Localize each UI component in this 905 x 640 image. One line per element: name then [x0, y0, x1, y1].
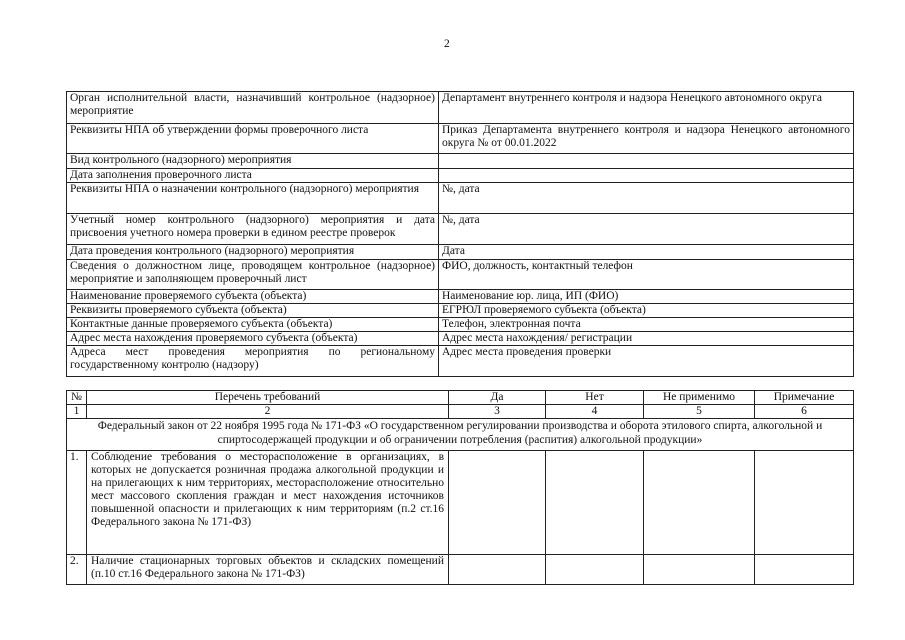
info-value: Дата — [439, 245, 854, 260]
info-row-npa-assign — [67, 183, 854, 214]
info-value: Адрес места нахождения/ регистрации — [439, 332, 854, 346]
info-row-authority — [67, 92, 854, 124]
requirement-number: 2. — [67, 555, 87, 585]
info-label: Сведения о должностном лице, проводящем контрольное (надзорное) мероприятие и заполняющем проверочный лист — [67, 260, 439, 290]
inspection-info-table — [66, 91, 854, 377]
info-row-registry-number — [67, 214, 854, 245]
answer-no-cell[interactable] — [546, 555, 644, 585]
info-value: №, дата — [439, 214, 854, 245]
info-value: ЕГРЮЛ проверяемого субъекта (объекта) — [439, 304, 854, 318]
info-row-subject-name — [67, 290, 854, 304]
info-value: ФИО, должность, контактный телефон — [439, 260, 854, 290]
header-requirements: Перечень требований — [87, 391, 449, 405]
answer-not-applicable-cell[interactable] — [644, 451, 755, 555]
header-yes: Да — [449, 391, 546, 405]
info-label: Реквизиты проверяемого субъекта (объекта) — [67, 304, 439, 318]
answer-yes-cell[interactable] — [449, 555, 546, 585]
info-value: Департамент внутреннего контроля и надзора Ненецкого автономного округа — [439, 92, 854, 124]
info-label: Адреса мест проведения мероприятия по региональному государственному контролю (надзору) — [67, 346, 439, 377]
info-row-npa-form — [67, 124, 854, 154]
column-number: 1 — [67, 405, 87, 419]
info-row-event-type — [67, 154, 854, 169]
info-row-fill-date — [67, 169, 854, 183]
info-row-subject-contacts — [67, 318, 854, 332]
info-label: Учетный номер контрольного (надзорного) мероприятия и дата присвоения учетного номера проверки в едином реестре проверок — [67, 214, 439, 245]
law-title-row — [67, 419, 854, 451]
note-cell[interactable] — [755, 451, 854, 555]
header-not-applicable: Не применимо — [644, 391, 755, 405]
info-label: Контактные данные проверяемого субъекта (объекта) — [67, 318, 439, 332]
requirement-row — [67, 555, 854, 585]
requirements-table — [66, 390, 854, 585]
answer-yes-cell[interactable] — [449, 451, 546, 555]
info-label: Реквизиты НПА об утверждении формы проверочного листа — [67, 124, 439, 154]
law-title: Федеральный закон от 22 ноября 1995 года № 171-ФЗ «О государственном регулировании производства и оборота этилового спирта, алкогольной и спиртосодержащей продукции и об ограничении потребления (распития) алкогольной продукции» — [67, 419, 854, 451]
info-label: Реквизиты НПА о назначении контрольного (надзорного) мероприятия — [67, 183, 439, 214]
requirement-text: Наличие стационарных торговых объектов и складских помещений (п.10 ст.16 Федерального закона № 171-ФЗ) — [87, 555, 449, 585]
info-label: Дата заполнения проверочного листа — [67, 169, 439, 183]
info-row-subject-details — [67, 304, 854, 318]
info-row-official — [67, 260, 854, 290]
info-row-subject-address — [67, 332, 854, 346]
info-label: Орган исполнительной власти, назначивший контрольное (надзорное) мероприятие — [67, 92, 439, 124]
answer-no-cell[interactable] — [546, 451, 644, 555]
requirement-number: 1. — [67, 451, 87, 555]
header-number: № — [67, 391, 87, 405]
column-number: 3 — [449, 405, 546, 419]
requirement-row — [67, 451, 854, 555]
column-number: 5 — [644, 405, 755, 419]
info-value: Наименование юр. лица, ИП (ФИО) — [439, 290, 854, 304]
requirement-text: Соблюдение требования о месторасположение в организациях, в которых не допускается розничная продажа алкогольной продукции и на прилегающих к ним территориях, месторасположение относительно мест массового скопления граждан и мест нахождения источников повышенной опасности и прилегающих к ним территориям (п.2 ст.16 Федерального закона № 171-ФЗ) — [87, 451, 449, 555]
info-label: Наименование проверяемого субъекта (объекта) — [67, 290, 439, 304]
info-value — [439, 169, 854, 183]
info-value — [439, 154, 854, 169]
info-row-event-date — [67, 245, 854, 260]
info-value: Телефон, электронная почта — [439, 318, 854, 332]
header-no: Нет — [546, 391, 644, 405]
page-number: 2 — [444, 38, 450, 50]
header-note: Примечание — [755, 391, 854, 405]
info-label: Адрес места нахождения проверяемого субъекта (объекта) — [67, 332, 439, 346]
requirements-header-row — [67, 391, 854, 405]
column-number: 6 — [755, 405, 854, 419]
info-value: Адрес места проведения проверки — [439, 346, 854, 377]
column-number: 2 — [87, 405, 449, 419]
info-label: Вид контрольного (надзорного) мероприятия — [67, 154, 439, 169]
note-cell[interactable] — [755, 555, 854, 585]
info-value: №, дата — [439, 183, 854, 214]
column-numbers-row — [67, 405, 854, 419]
answer-not-applicable-cell[interactable] — [644, 555, 755, 585]
info-row-event-addresses — [67, 346, 854, 377]
info-value: Приказ Департамента внутреннего контроля и надзора Ненецкого автономного округа № от 00.01.2022 — [439, 124, 854, 154]
info-label: Дата проведения контрольного (надзорного) мероприятия — [67, 245, 439, 260]
column-number: 4 — [546, 405, 644, 419]
